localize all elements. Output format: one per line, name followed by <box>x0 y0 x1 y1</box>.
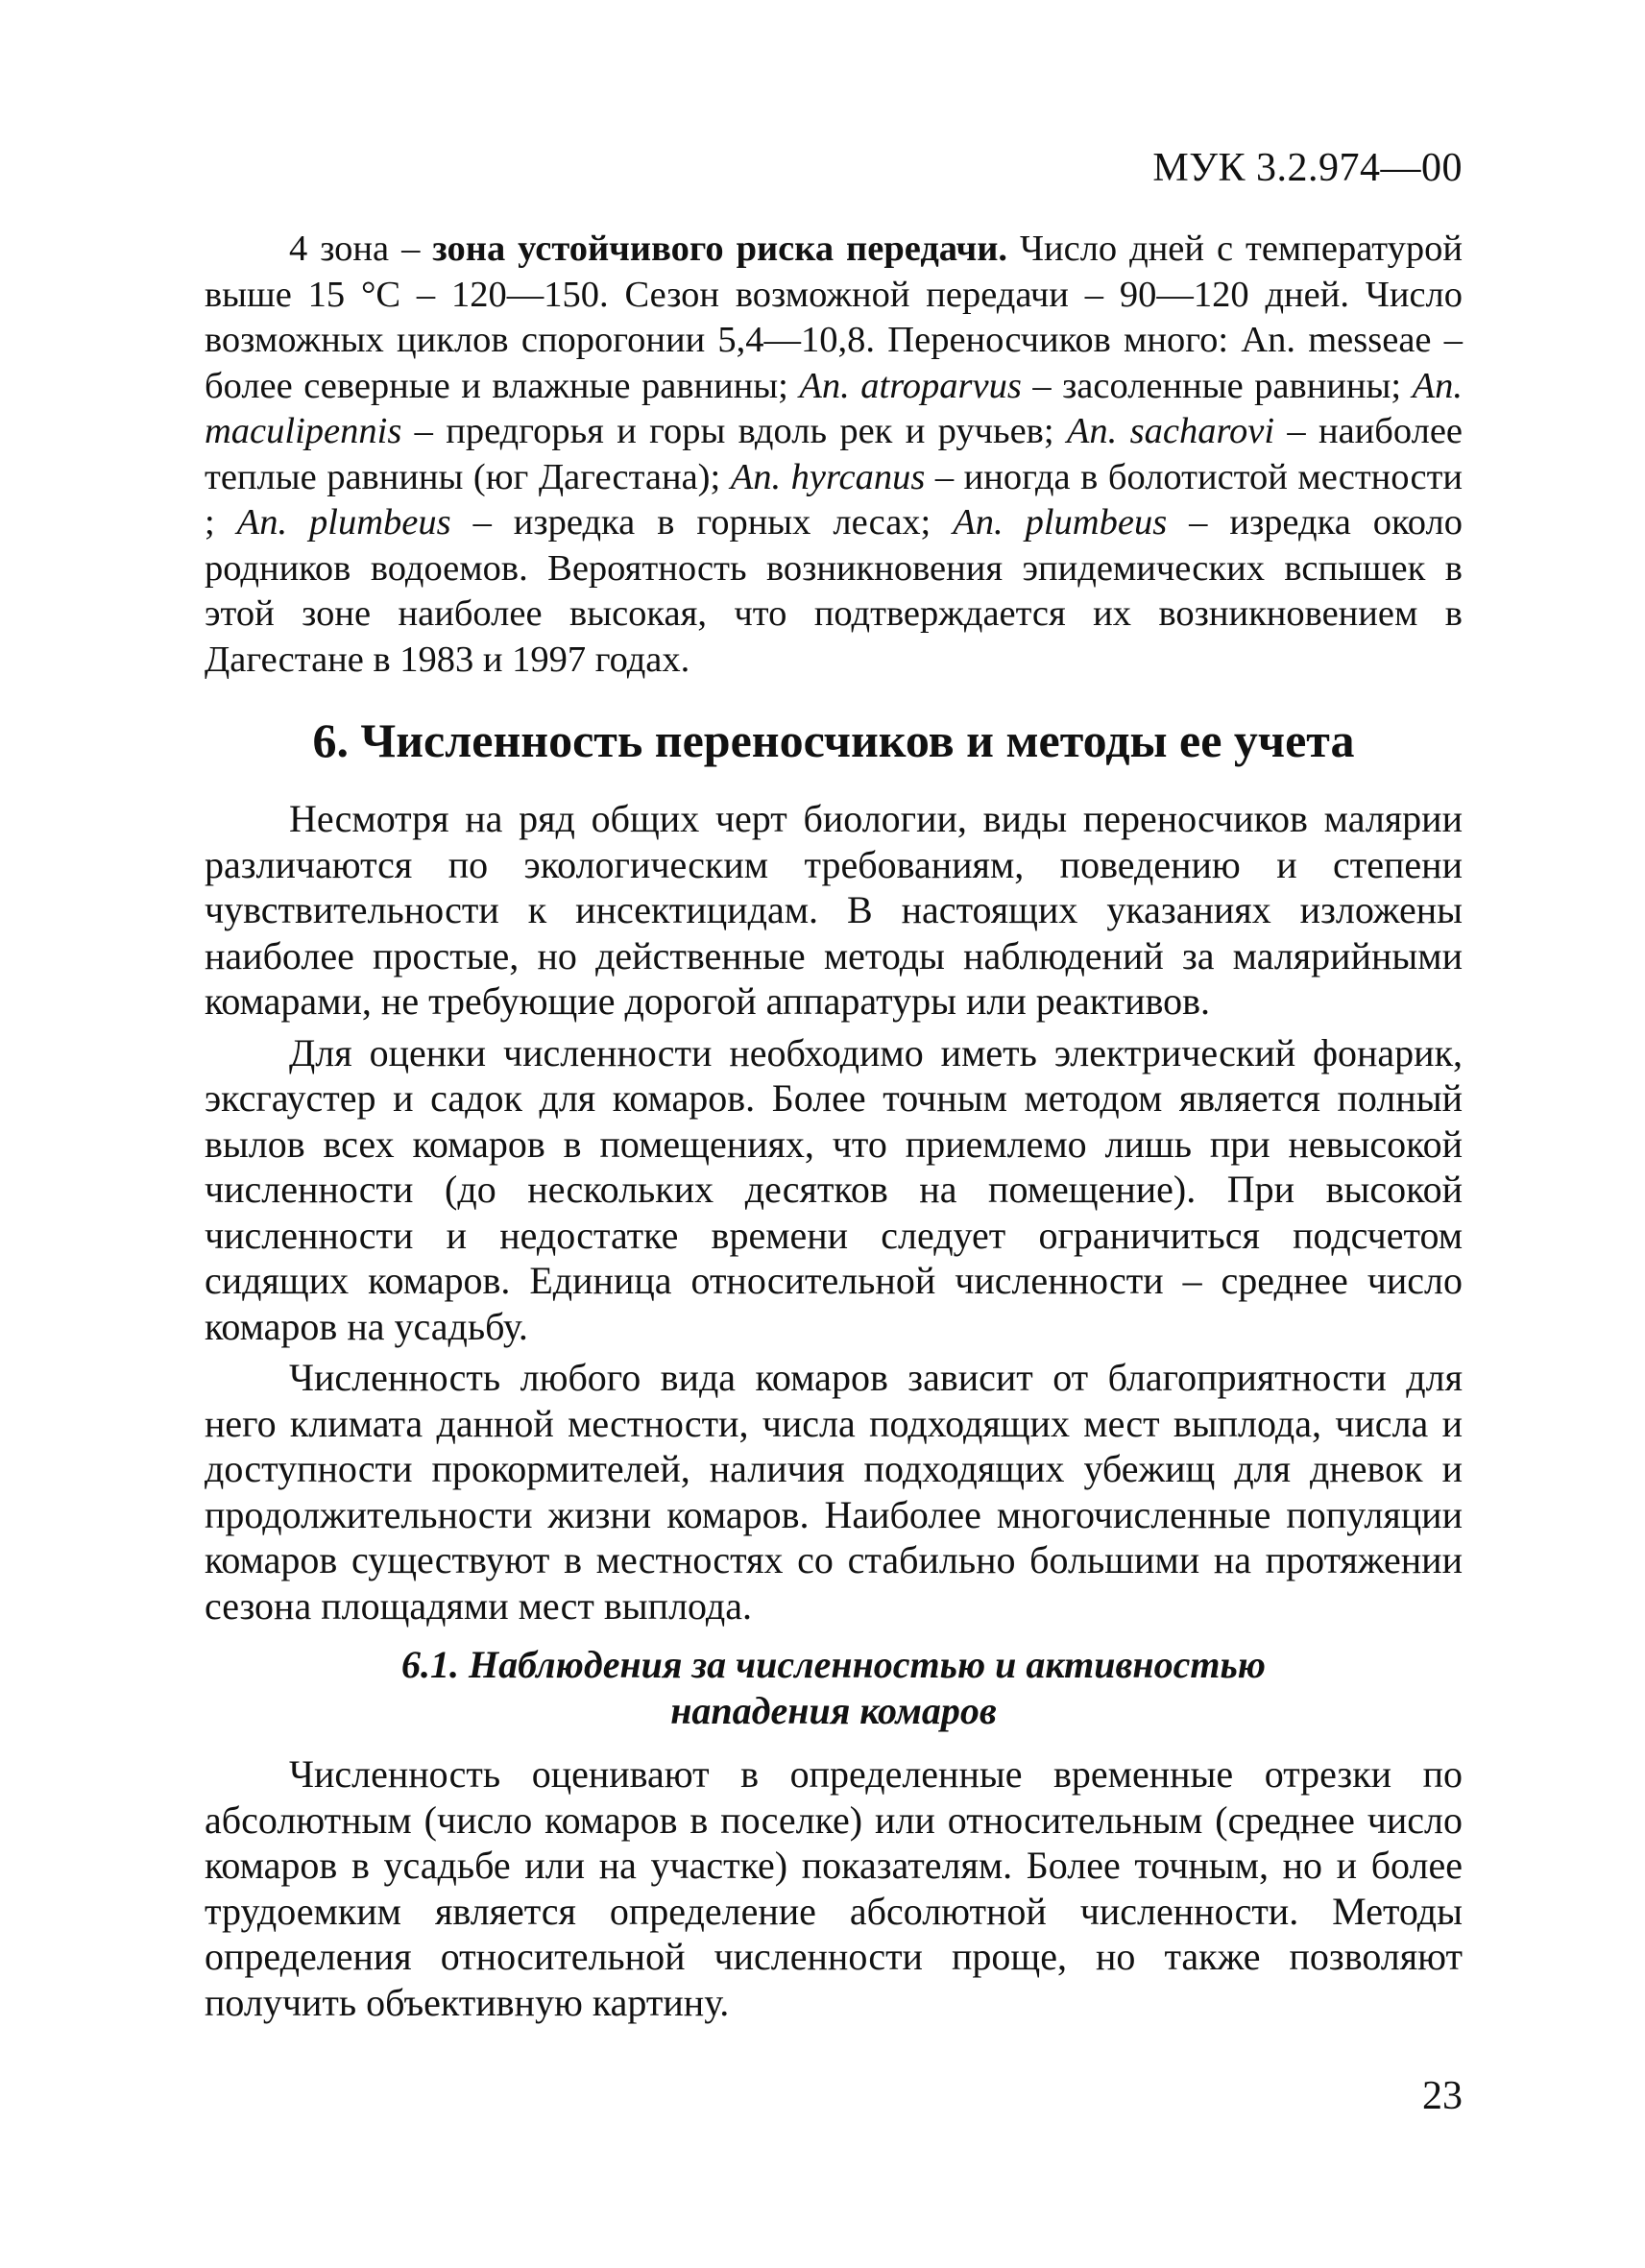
page-number: 23 <box>1422 2074 1463 2118</box>
zone-text-7: – изредка около родников водоемов. Вероятность возникновения эпидемических вспышек в этой зоне наиболее высокая, что подтверждается их возникновением в Дагестане в 1983 и 1997 годах. <box>205 502 1463 680</box>
zone-text-6: – изредка в горных лесах; <box>450 502 954 543</box>
section-6-1-body <box>205 1751 1463 2025</box>
zone-text-2: – засоленные равнины; <box>1021 365 1413 406</box>
section-6-heading: 6. Численность переносчиков и методы ее учета <box>312 713 1355 767</box>
zone-4-paragraph <box>205 227 1463 683</box>
document-page <box>205 144 1463 2031</box>
section-6-1-heading <box>205 1642 1463 1734</box>
zone-4-block <box>205 227 1463 683</box>
document-code-header: МУК 3.2.974—00 <box>1152 146 1463 190</box>
body-paragraph: Для оценки численности необходимо иметь электрический фонарик, эксгаустер и садок для комаров. Более точным методом является полный вылов всех комаров в помещениях, что приемлемо лишь при невысокой численности (до нескольких десятков на помещение). При высокой численности и недостатке времени следует ограничиться подсчетом сидящих комаров. Единица относительной численности – среднее число комаров на усадьбу. <box>205 1030 1463 1348</box>
species-name: An. sacharovi <box>1066 411 1275 451</box>
subsection-heading-line-1: 6.1. Наблюдения за численностью и активностью <box>401 1643 1266 1686</box>
body-paragraph: Численность оценивают в определенные временные отрезки по абсолютным (число комаров в поселке) или относительным (среднее число комаров в усадьбе или на участке) показателям. Более точным, но и более трудоемким является определение абсолютной численности. Методы определения относительной численности проще, но также позволяют получить объективную картину. <box>205 1752 1463 2024</box>
subsection-heading-line-2: нападения комаров <box>670 1689 997 1732</box>
body-paragraph: Численность любого вида комаров зависит от благоприятности для него климата данной местности, числа подходящих мест выплода, числа и доступности прокормителей, наличия подходящих убежищ для дневок и продолжительности жизни комаров. Наиболее многочисленные популяции комаров существуют в местностях со стабильно большими на протяжении сезона площадями мест выплода. <box>205 1356 1463 1628</box>
species-name: An. atroparvus <box>799 365 1022 406</box>
section-6-body <box>205 796 1463 1629</box>
zone-text-5: – иногда в болотистой местности ; <box>205 456 1464 543</box>
zone-text-1: Число дней с температурой выше 15 °С – 120—150. Сезон возможной передачи – 90—120 дней. Число возможных циклов спорогонии 5,4—10,8. Переносчиков много: An. messeae – более северные и влажные равнины; <box>205 229 1463 406</box>
species-name: An. plumbeus <box>236 502 451 543</box>
species-name: An. hyrcanus <box>730 456 926 497</box>
species-name: An. plumbeus <box>953 502 1168 543</box>
zone-text-3: – предгорья и горы вдоль рек и ручьев; <box>401 411 1067 451</box>
body-paragraph: Несмотря на ряд общих черт биологии, виды переносчиков малярии различаются по экологическим требованиям, поведению и степени чувствительности к инсектицидам. В настоящих указаниях изложены наиболее простые, но действенные методы наблюдений за малярийными комарами, не требующие дорогой аппаратуры или реактивов. <box>205 797 1463 1023</box>
zone-term: зона устойчивого риска передачи. <box>432 229 1008 269</box>
zone-lead: 4 зона – <box>289 229 433 269</box>
zone-text-4: – наиболее теплые равнины (юг Дагестана); <box>205 411 1463 497</box>
species-name: An. maculipennis <box>205 365 1463 451</box>
